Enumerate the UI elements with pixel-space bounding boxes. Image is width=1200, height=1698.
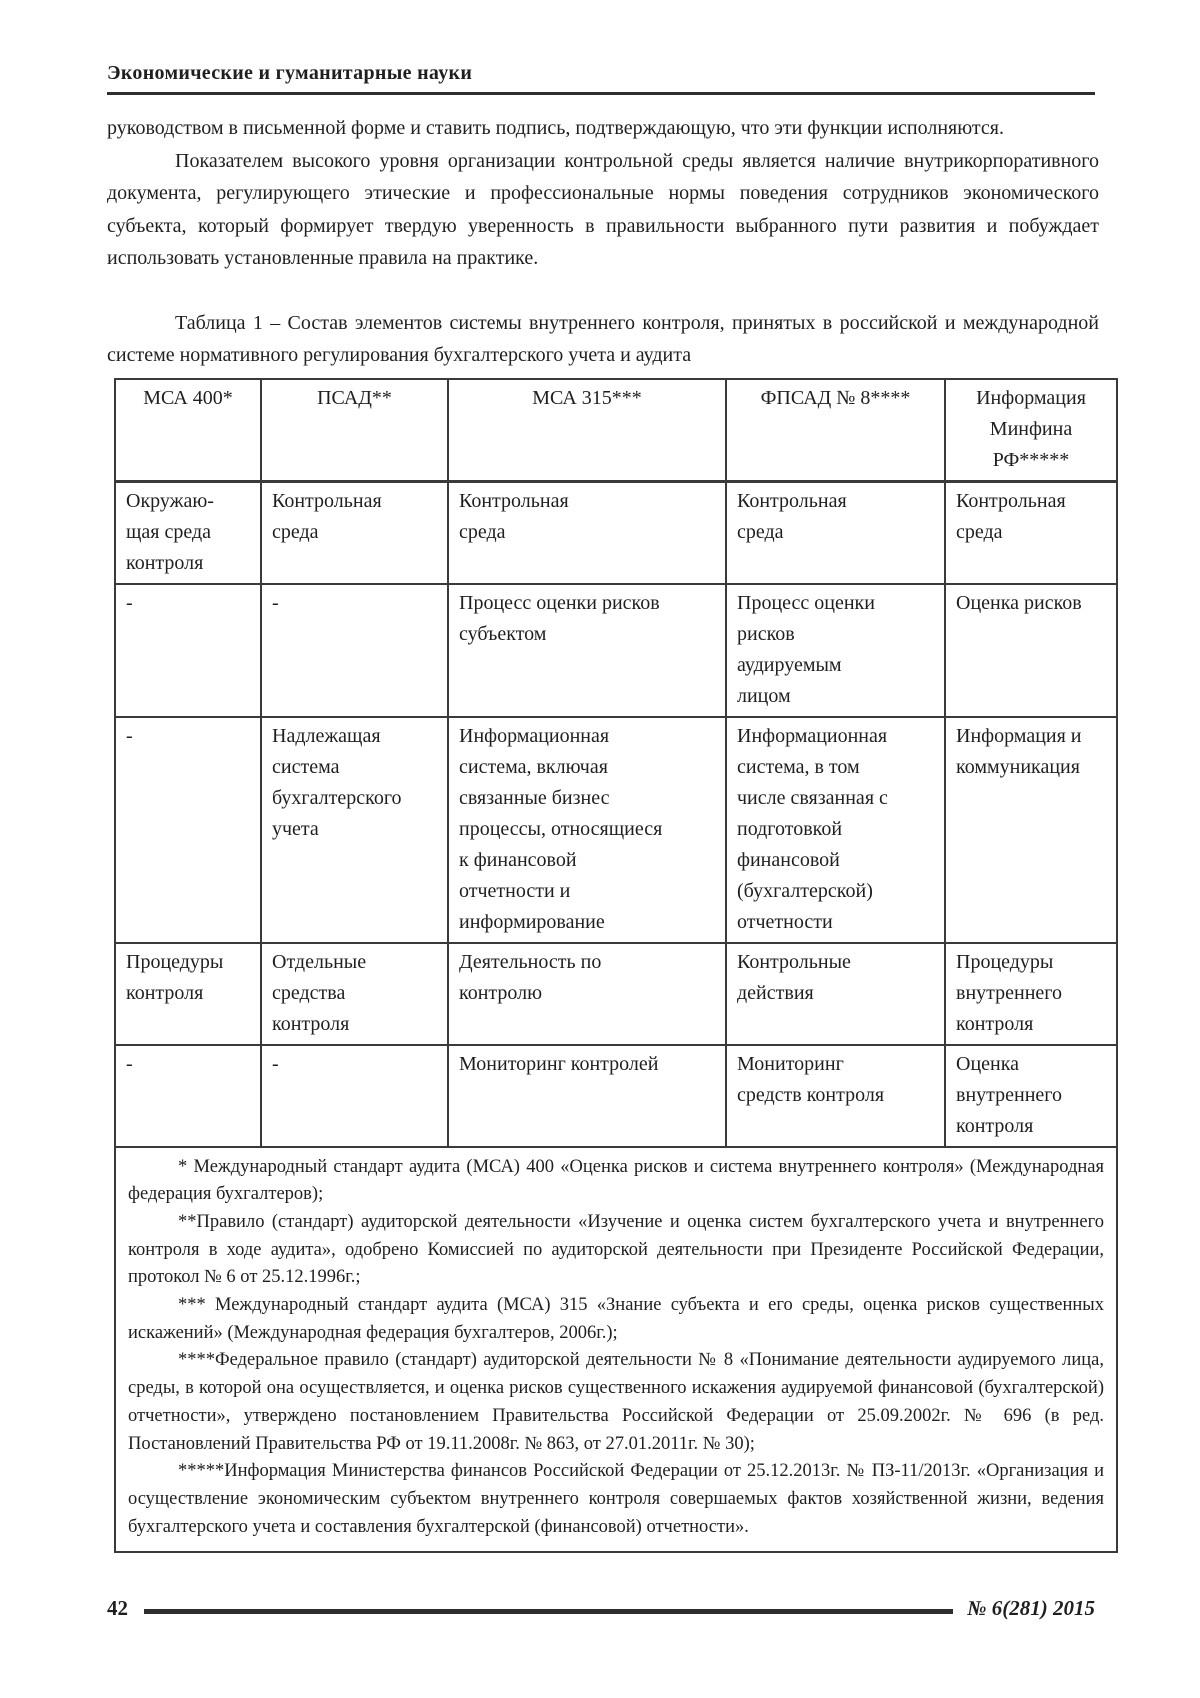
body-paragraph-2: Показателем высокого уровня организации контрольной среды является наличие внутрикорпоративного документа, регулирующего этические и профессиональные нормы поведения сотрудников экономического субъекта, который формирует твердую уверенность в правильности выбранного пути развития и побуждает использовать установленные правила на практике. bbox=[107, 149, 1099, 269]
table-cell: Окружаю- щая среда контроля bbox=[115, 481, 261, 584]
table-cell: Процесс оценки рисков субъектом bbox=[448, 584, 726, 717]
table-cell: Деятельность по контролю bbox=[448, 943, 726, 1045]
table-cell: Оценка рисков bbox=[945, 584, 1117, 717]
table-caption: Таблица 1 – Состав элементов системы внутреннего контроля, принятых в российской и международной системе нормативного регулирования бухгалтерского учета и аудита bbox=[107, 311, 1099, 366]
footnote-msa-315: *** Международный стандарт аудита (МСА) 315 «Знание субъекта и его среды, оценка рисков существенных искажений» (Международная федерация бухгалтеров, 2006г.); bbox=[128, 1295, 1104, 1343]
table-cell: Информационная система, в том числе связанная с подготовкой финансовой (бухгалтерской) отчетности bbox=[726, 717, 945, 943]
table-cell: Мониторинг контролей bbox=[448, 1045, 726, 1147]
running-header-title: Экономические и гуманитарные науки bbox=[107, 62, 473, 84]
footnote-minfin-info: *****Информация Министерства финансов Российской Федерации от 25.12.2013г. № ПЗ-11/2013г. «Организация и осуществление экономическим субъектом внутреннего контроля совершаемых фактов хозяйственной жизни, ведения бухгалтерского учета и составления бухгалтерской (финансовой) отчетности». bbox=[128, 1461, 1104, 1537]
issue-number: № 6(281) 2015 bbox=[967, 1596, 1095, 1620]
footnote-msa-400: * Международный стандарт аудита (МСА) 400 «Оценка рисков и система внутреннего контроля» (Международная федерация бухгалтеров); bbox=[128, 1156, 1104, 1205]
running-header bbox=[107, 62, 1095, 95]
column-header-fpsad-8: ФПСАД № 8**** bbox=[726, 379, 945, 482]
table-row-control-environment bbox=[115, 481, 1117, 584]
table-cell: Контрольная среда bbox=[261, 481, 448, 584]
table-cell: Контрольная среда bbox=[448, 481, 726, 584]
page-number: 42 bbox=[107, 1596, 128, 1620]
table-cell: Контрольная среда bbox=[726, 481, 945, 584]
table-cell: Отдельные средства контроля bbox=[261, 943, 448, 1045]
table-row-risk-assessment bbox=[115, 584, 1117, 717]
table-cell: Контрольные действия bbox=[726, 943, 945, 1045]
table-cell: Процесс оценки рисков аудируемым лицом bbox=[726, 584, 945, 717]
page-footer bbox=[107, 1596, 1095, 1621]
body-paragraph-1: руководством в письменной форме и ставить подпись, подтверждающую, что эти функции исполняются. bbox=[107, 117, 1004, 139]
column-header-msa-400: МСА 400* bbox=[115, 379, 261, 482]
table-header-row bbox=[115, 379, 1117, 482]
table-cell: - bbox=[115, 1045, 261, 1147]
table-cell: Процедуры контроля bbox=[115, 943, 261, 1045]
table-cell: Контрольная среда bbox=[945, 481, 1117, 584]
table-cell: Информационная система, включая связанные бизнес процессы, относящиеся к финансовой отчетности и информирование bbox=[448, 717, 726, 943]
table-cell: - bbox=[261, 1045, 448, 1147]
table-footnotes-cell bbox=[115, 1147, 1117, 1553]
table-row-information-system bbox=[115, 717, 1117, 943]
table-row-control-procedures bbox=[115, 943, 1117, 1045]
table-cell: Информация и коммуникация bbox=[945, 717, 1117, 943]
footnote-fpsad-8: ****Федеральное правило (стандарт) аудиторской деятельности № 8 «Понимание деятельности аудируемого лица, среды, в которой она осуществляется, и оценка рисков существенного искажения аудируемой финансовой (бухгалтерской) отчетности», утверждено постановлением Правительства Российской Федерации от 25.09.2002г. № 696 (в ред. Постановлений Правительства РФ от 19.11.2008г. № 863, от 27.01.2011г. № 30); bbox=[128, 1350, 1104, 1454]
footnote-psad: **Правило (стандарт) аудиторской деятельности «Изучение и оценка систем бухгалтерского учета и внутреннего контроля в ходе аудита», одобрено Комиссией по аудиторской деятельности при Президенте Российской Федерации, протокол № 6 от 25.12.1996г.; bbox=[128, 1211, 1104, 1288]
table-cell: Надлежащая система бухгалтерского учета bbox=[261, 717, 448, 943]
table-cell: - bbox=[115, 584, 261, 717]
page-content bbox=[107, 112, 1117, 1553]
table-row-footnotes bbox=[115, 1147, 1117, 1553]
table-row-monitoring bbox=[115, 1045, 1117, 1147]
column-header-minfin-info: Информация Минфина РФ***** bbox=[945, 379, 1117, 482]
footer-rule bbox=[144, 1609, 953, 1614]
internal-control-table bbox=[114, 378, 1118, 1554]
table-cell: - bbox=[261, 584, 448, 717]
column-header-msa-315: МСА 315*** bbox=[448, 379, 726, 482]
table-cell: Мониторинг средств контроля bbox=[726, 1045, 945, 1147]
table-cell: Оценка внутреннего контроля bbox=[945, 1045, 1117, 1147]
table-cell: Процедуры внутреннего контроля bbox=[945, 943, 1117, 1045]
column-header-psad: ПСАД** bbox=[261, 379, 448, 482]
table-cell: - bbox=[115, 717, 261, 943]
